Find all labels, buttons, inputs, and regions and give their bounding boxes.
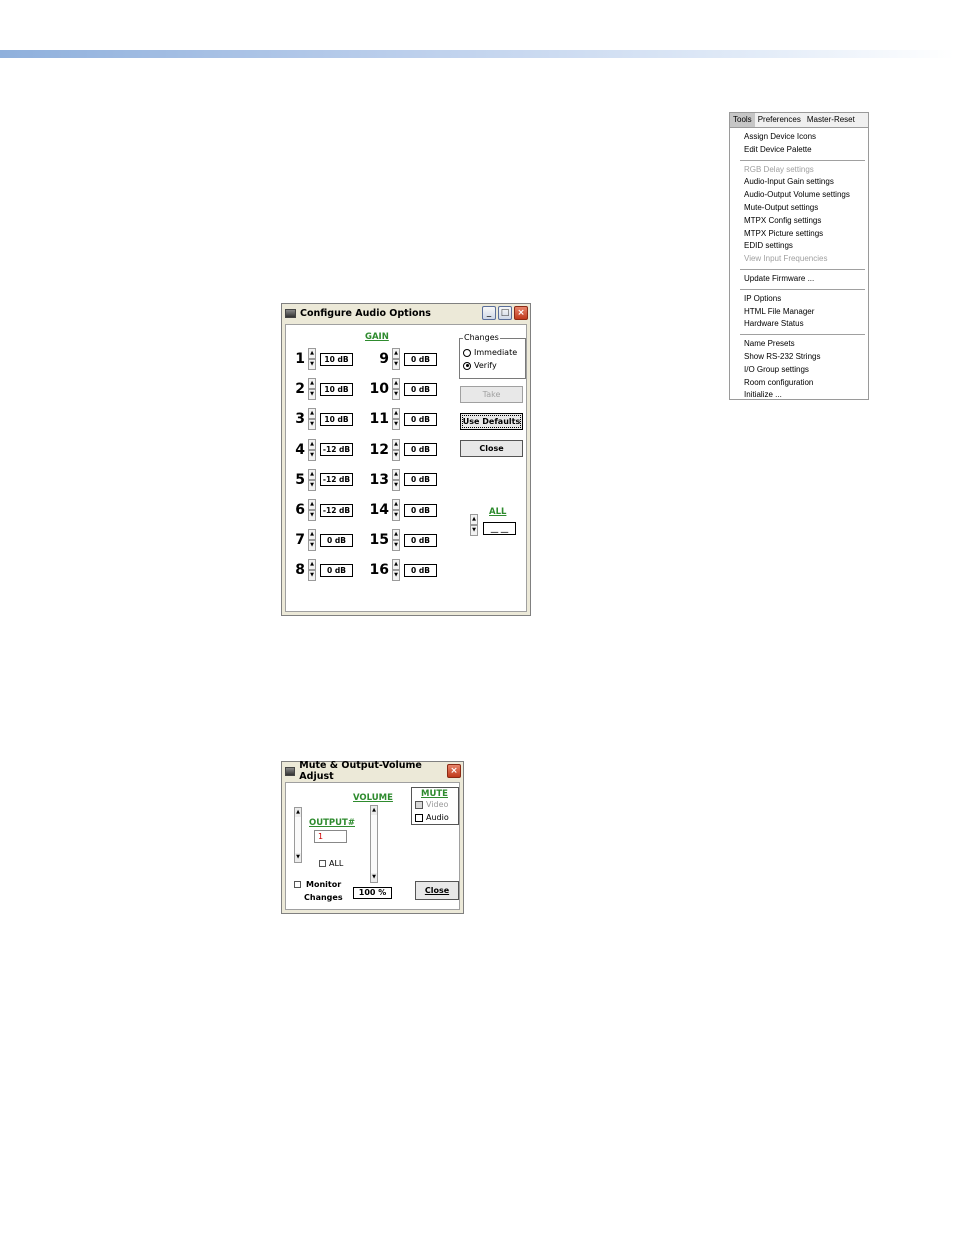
menu-master-reset[interactable]: Master-Reset <box>806 115 855 124</box>
gain-channel-row <box>369 407 437 431</box>
scroll-down-icon[interactable]: ▼ <box>296 854 300 860</box>
gain-value: 0 dB <box>404 504 437 517</box>
menu-separator <box>740 160 865 161</box>
volume-slider[interactable] <box>370 805 378 883</box>
all-value: __ __ <box>483 522 516 535</box>
spin-up-icon[interactable]: ▲ <box>392 499 400 510</box>
spin-down-icon[interactable]: ▼ <box>308 389 316 400</box>
gain-value: 0 dB <box>404 353 437 366</box>
gain-spinner[interactable] <box>392 529 400 551</box>
changes-group <box>459 333 526 379</box>
all-spinner[interactable] <box>470 514 478 536</box>
gain-spinner[interactable] <box>308 529 316 551</box>
output-label: OUTPUT# <box>309 818 355 828</box>
spin-up-icon[interactable]: ▲ <box>392 439 400 450</box>
channel-number: 5 <box>295 471 305 488</box>
gain-channel-row <box>289 528 353 552</box>
scroll-up-icon[interactable]: ▲ <box>296 809 300 815</box>
gain-spinner[interactable] <box>308 348 316 370</box>
menu-item[interactable]: Audio-Input Gain settings <box>744 177 834 187</box>
gain-spinner[interactable] <box>308 469 316 491</box>
spin-up-icon[interactable]: ▲ <box>392 378 400 389</box>
gain-spinner[interactable] <box>392 439 400 461</box>
spin-down-icon[interactable]: ▼ <box>308 450 316 461</box>
gain-value: 0 dB <box>320 564 353 577</box>
output-all-checkbox[interactable] <box>319 859 343 868</box>
gain-channel-row <box>289 498 353 522</box>
radio-icon <box>463 349 471 357</box>
app-icon <box>285 309 296 318</box>
checkbox-icon <box>294 881 301 888</box>
menu-item[interactable]: Room configuration <box>744 377 814 387</box>
gain-spinner[interactable] <box>392 469 400 491</box>
use-defaults-button[interactable]: Use Defaults <box>460 413 523 430</box>
spin-down-icon[interactable]: ▼ <box>392 389 400 400</box>
spin-down-icon[interactable]: ▼ <box>308 359 316 370</box>
audio-client-area <box>285 324 527 612</box>
verify-label: Verify <box>474 361 497 370</box>
spin-up-icon[interactable]: ▲ <box>392 559 400 570</box>
spin-up-icon[interactable]: ▲ <box>308 378 316 389</box>
scroll-down-icon[interactable]: ▼ <box>372 874 376 880</box>
channel-number: 15 <box>369 532 389 549</box>
gain-label: GAIN <box>365 332 389 342</box>
gain-channel-row <box>289 468 353 492</box>
gain-value: 10 dB <box>320 383 353 396</box>
menu-item[interactable]: Edit Device Palette <box>744 144 812 154</box>
page-header-bar <box>0 50 954 58</box>
scroll-up-icon[interactable]: ▲ <box>372 807 376 813</box>
gain-value: 10 dB <box>320 353 353 366</box>
minimize-icon[interactable]: _ <box>482 306 496 320</box>
spin-up-icon[interactable]: ▲ <box>392 529 400 540</box>
spin-up-icon[interactable]: ▲ <box>392 348 400 359</box>
spin-down-icon[interactable]: ▼ <box>308 419 316 430</box>
spin-up-icon[interactable]: ▲ <box>308 499 316 510</box>
spin-up-icon[interactable]: ▲ <box>308 348 316 359</box>
channel-number: 14 <box>369 502 389 518</box>
channel-number: 16 <box>369 562 389 579</box>
verify-radio[interactable] <box>463 361 497 370</box>
window-title: Mute & Output-Volume Adjust <box>299 760 422 782</box>
volume-label: VOLUME <box>353 793 393 803</box>
window-title-bar[interactable] <box>282 762 463 780</box>
window-title: Configure Audio Options <box>300 307 431 319</box>
spin-down-icon[interactable]: ▼ <box>470 525 478 536</box>
channel-number: 4 <box>295 441 305 458</box>
channel-number: 1 <box>295 351 305 367</box>
gain-value: 0 dB <box>404 564 437 577</box>
checkbox-icon <box>415 801 423 809</box>
menu-item[interactable]: Audio-Output Volume settings <box>744 190 850 200</box>
gain-spinner[interactable] <box>392 378 400 400</box>
gain-spinner[interactable] <box>308 559 316 581</box>
immediate-radio[interactable] <box>463 348 517 357</box>
take-button[interactable]: Take <box>460 386 523 403</box>
spin-up-icon[interactable]: ▲ <box>392 469 400 480</box>
menu-preferences[interactable]: Preferences <box>757 115 801 124</box>
gain-channel-row <box>289 438 353 462</box>
menu-item[interactable]: EDID settings <box>744 241 793 251</box>
spin-up-icon[interactable]: ▲ <box>308 559 316 570</box>
spin-up-icon[interactable]: ▲ <box>470 514 478 525</box>
menu-item[interactable]: IP Options <box>744 293 782 303</box>
channel-number: 3 <box>295 411 305 428</box>
mute-volume-window <box>281 761 464 914</box>
menu-item[interactable]: MTPX Picture settings <box>744 228 824 238</box>
menu-item[interactable]: Hardware Status <box>744 319 804 329</box>
gain-value: 10 dB <box>320 413 353 426</box>
spin-down-icon[interactable]: ▼ <box>392 450 400 461</box>
channel-number: 12 <box>369 441 389 458</box>
menu-separator <box>740 289 865 290</box>
channel-number: 10 <box>369 381 389 398</box>
audio-label: Audio <box>426 813 449 822</box>
video-mute-checkbox[interactable] <box>415 800 448 809</box>
menu-item[interactable]: Mute-Output settings <box>744 202 819 212</box>
gain-value: -12 dB <box>320 473 353 486</box>
menu-separator <box>740 334 865 335</box>
checkbox-icon <box>319 860 326 867</box>
menu-items <box>730 128 868 402</box>
menu-item: View Input Frequencies <box>744 254 828 264</box>
gain-spinner[interactable] <box>308 499 316 521</box>
gain-spinner[interactable] <box>308 378 316 400</box>
mute-group <box>411 787 459 825</box>
channel-number: 8 <box>295 562 305 579</box>
menu-bar <box>730 113 868 128</box>
close-icon[interactable]: × <box>447 764 461 778</box>
gain-value: 0 dB <box>320 534 353 547</box>
spin-down-icon[interactable]: ▼ <box>308 540 316 551</box>
volume-value: 100 % <box>353 887 392 899</box>
spin-up-icon[interactable]: ▲ <box>392 408 400 419</box>
menu-item[interactable]: MTPX Config settings <box>744 215 822 225</box>
spin-down-icon[interactable]: ▼ <box>308 480 316 491</box>
gain-channel-row <box>369 558 437 582</box>
gain-spinner[interactable] <box>308 439 316 461</box>
gain-spinner[interactable] <box>392 499 400 521</box>
menu-item[interactable]: I/O Group settings <box>744 364 809 374</box>
checkbox-icon <box>415 814 423 822</box>
spin-down-icon[interactable]: ▼ <box>308 570 316 581</box>
gain-spinner[interactable] <box>392 559 400 581</box>
menu-item[interactable]: Initialize ... <box>744 390 782 400</box>
gain-channel-row <box>369 347 437 371</box>
spin-down-icon[interactable]: ▼ <box>308 510 316 521</box>
menu-item: RGB Delay settings <box>744 164 814 174</box>
spin-up-icon[interactable]: ▲ <box>308 439 316 450</box>
gain-value: 0 dB <box>404 473 437 486</box>
all-label: ALL <box>489 507 507 517</box>
spin-down-icon[interactable]: ▼ <box>392 480 400 491</box>
gain-value: -12 dB <box>320 504 353 517</box>
maximize-icon[interactable]: □ <box>498 306 512 320</box>
menu-item[interactable]: Assign Device Icons <box>744 132 817 141</box>
tools-menu <box>729 112 869 400</box>
audio-mute-checkbox[interactable] <box>415 813 449 822</box>
window-title-bar[interactable] <box>282 304 530 322</box>
menu-item[interactable]: Show RS-232 Strings <box>744 351 821 361</box>
immediate-label: Immediate <box>474 348 518 357</box>
spin-down-icon[interactable]: ▼ <box>392 540 400 551</box>
mute-label: MUTE <box>421 789 448 799</box>
gain-channel-row <box>369 498 437 522</box>
gain-value: 0 dB <box>404 534 437 547</box>
gain-value: -12 dB <box>320 443 353 456</box>
app-icon <box>285 767 295 776</box>
menu-separator <box>740 269 865 270</box>
configure-audio-window <box>281 303 531 616</box>
gain-channel-row <box>369 377 437 401</box>
spin-down-icon[interactable]: ▼ <box>392 359 400 370</box>
channel-number: 13 <box>369 471 389 488</box>
video-label: Video <box>426 800 449 809</box>
gain-channel-row <box>369 438 437 462</box>
channel-number: 2 <box>295 381 305 398</box>
close-button[interactable]: Close <box>415 881 459 900</box>
menu-item[interactable]: Name Presets <box>744 339 795 349</box>
gain-channel-row <box>289 558 353 582</box>
spin-up-icon[interactable]: ▲ <box>308 408 316 419</box>
radio-checked-icon <box>463 362 471 370</box>
monitor-changes-checkbox[interactable] <box>294 880 341 889</box>
gain-value: 0 dB <box>404 443 437 456</box>
monitor-label: Monitor <box>306 880 342 889</box>
spin-up-icon[interactable]: ▲ <box>308 529 316 540</box>
channel-number: 11 <box>369 411 389 428</box>
gain-channel-row <box>289 347 353 371</box>
gain-value: 0 dB <box>404 413 437 426</box>
gain-channel-row <box>289 377 353 401</box>
spin-down-icon[interactable]: ▼ <box>392 510 400 521</box>
close-icon[interactable]: × <box>514 306 528 320</box>
spin-up-icon[interactable]: ▲ <box>308 469 316 480</box>
output-scrollbar[interactable] <box>294 807 302 863</box>
gain-spinner[interactable] <box>392 348 400 370</box>
gain-spinner[interactable] <box>308 408 316 430</box>
gain-channel-row <box>369 528 437 552</box>
spin-down-icon[interactable]: ▼ <box>392 419 400 430</box>
output-number-field[interactable]: 1 <box>314 830 347 843</box>
mute-client-area <box>285 782 460 910</box>
menu-item[interactable]: HTML File Manager <box>744 306 815 316</box>
changes-label: Changes <box>304 893 343 902</box>
menu-tools[interactable]: Tools <box>730 113 755 127</box>
channel-number: 7 <box>295 532 305 549</box>
gain-spinner[interactable] <box>392 408 400 430</box>
channel-number: 9 <box>379 351 389 367</box>
gain-channel-row <box>289 407 353 431</box>
output-all-label: ALL <box>329 859 344 868</box>
changes-legend: Changes <box>464 333 499 342</box>
gain-channel-row <box>369 468 437 492</box>
spin-down-icon[interactable]: ▼ <box>392 570 400 581</box>
channel-number: 6 <box>295 502 305 518</box>
menu-item[interactable]: Update Firmware ... <box>744 273 815 283</box>
close-button[interactable]: Close <box>460 440 523 457</box>
gain-value: 0 dB <box>404 383 437 396</box>
